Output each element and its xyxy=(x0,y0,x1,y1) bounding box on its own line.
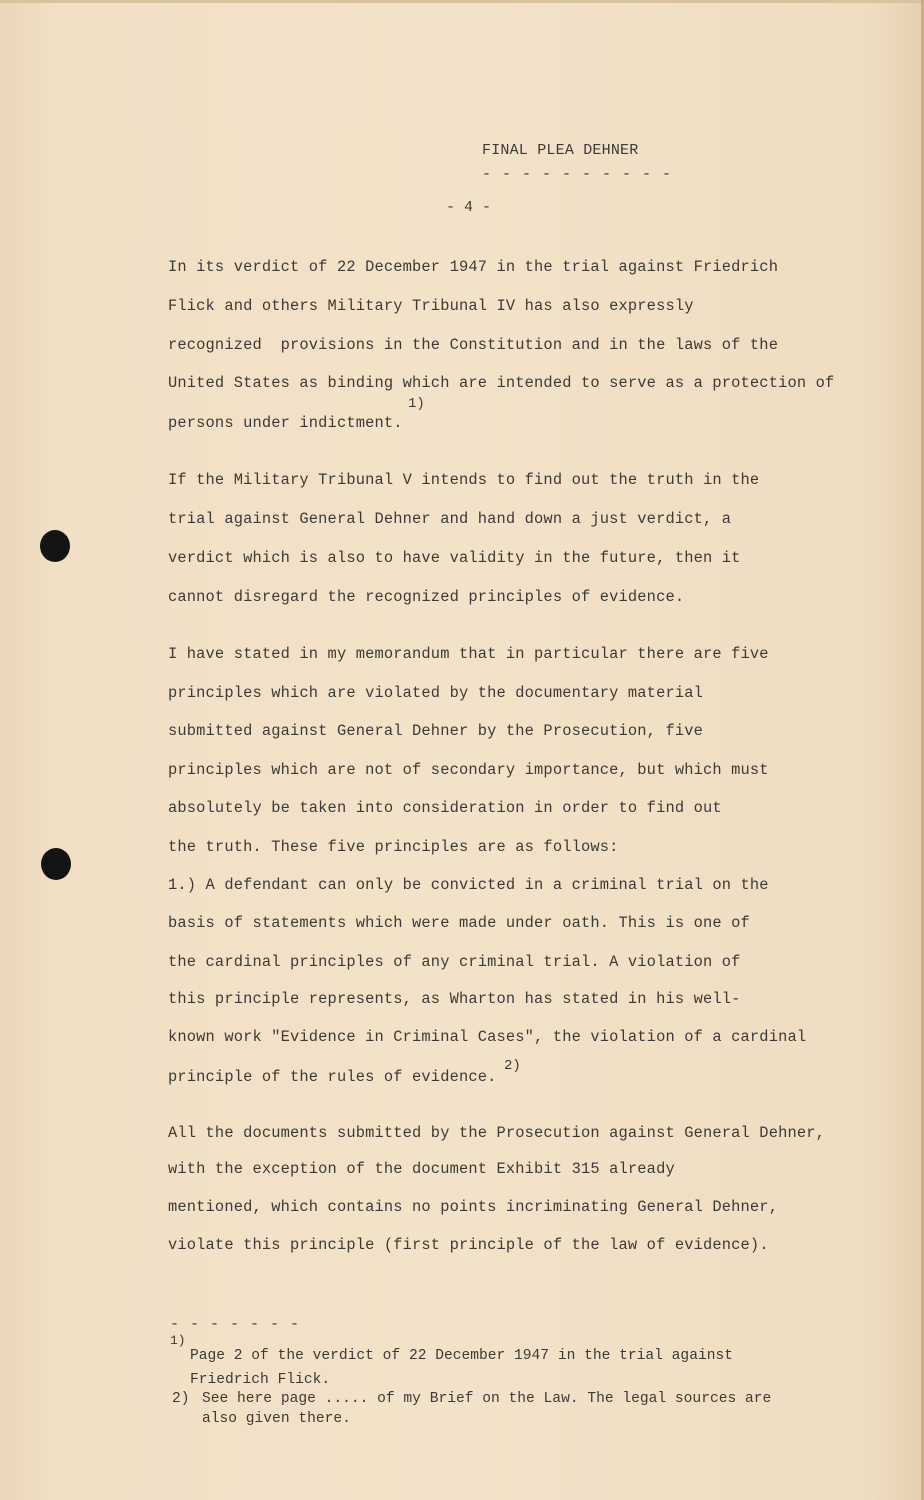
footnote-ref-2: 2) xyxy=(504,1058,521,1074)
text-line: principle of the rules of evidence. xyxy=(168,1068,497,1086)
footnote-ref-1: 1) xyxy=(408,396,425,412)
footnote-line: See here page ..... of my Brief on the Law. The legal sources are xyxy=(202,1391,772,1407)
text-line: known work "Evidence in Criminal Cases", the violation of a cardinal xyxy=(168,1028,807,1046)
text-line: I have stated in my memorandum that in particular there are five xyxy=(168,645,769,663)
text-line: United States as binding which are intended to serve as a protection of xyxy=(168,374,835,392)
text-line: principles which are violated by the documentary material xyxy=(168,684,703,702)
punch-hole-upper xyxy=(40,530,70,562)
text-line: the cardinal principles of any criminal trial. A violation of xyxy=(168,953,741,971)
footnote-line: Page 2 of the verdict of 22 December 1947 in the trial against xyxy=(190,1348,733,1364)
text-line: basis of statements which were made under oath. This is one of xyxy=(168,914,750,932)
text-line: violate this principle (first principle of the law of evidence). xyxy=(168,1236,769,1254)
punch-hole-lower xyxy=(41,848,71,880)
title-underline: - - - - - - - - - - xyxy=(482,166,673,183)
page-edge-top xyxy=(0,0,924,3)
footnote-mark: 1) xyxy=(170,1333,186,1348)
text-line: recognized provisions in the Constitution and in the laws of the xyxy=(168,336,779,354)
footnote-separator: - - - - - - - xyxy=(170,1316,301,1333)
page-number: - 4 - xyxy=(446,199,492,216)
text-line: submitted against General Dehner by the Prosecution, five xyxy=(168,722,703,740)
text-line: persons under indictment. xyxy=(168,414,403,432)
text-line: 1.) A defendant can only be convicted in a criminal trial on the xyxy=(168,876,769,894)
text-line: with the exception of the document Exhibit 315 already xyxy=(168,1160,675,1178)
footnote-mark: 2) xyxy=(172,1391,190,1407)
text-line: trial against General Dehner and hand down a just verdict, a xyxy=(168,510,732,528)
footnote-line: Friedrich Flick. xyxy=(190,1372,331,1388)
text-line: principles which are not of secondary importance, but which must xyxy=(168,761,769,779)
document-title: FINAL PLEA DEHNER xyxy=(482,142,639,159)
text-line: verdict which is also to have validity in the future, then it xyxy=(168,549,741,567)
footnote-line: also given there. xyxy=(202,1411,351,1427)
text-line: Flick and others Military Tribunal IV has also expressly xyxy=(168,297,694,315)
text-line: the truth. These five principles are as follows: xyxy=(168,838,619,856)
text-line: All the documents submitted by the Prosecution against General Dehner, xyxy=(168,1124,826,1142)
text-line: mentioned, which contains no points incriminating General Dehner, xyxy=(168,1198,779,1216)
text-line: absolutely be taken into consideration in order to find out xyxy=(168,799,722,817)
text-line: In its verdict of 22 December 1947 in the trial against Friedrich xyxy=(168,258,779,276)
text-line: cannot disregard the recognized principles of evidence. xyxy=(168,588,685,606)
text-line: this principle represents, as Wharton has stated in his well- xyxy=(168,990,741,1008)
text-line: If the Military Tribunal V intends to find out the truth in the xyxy=(168,471,760,489)
